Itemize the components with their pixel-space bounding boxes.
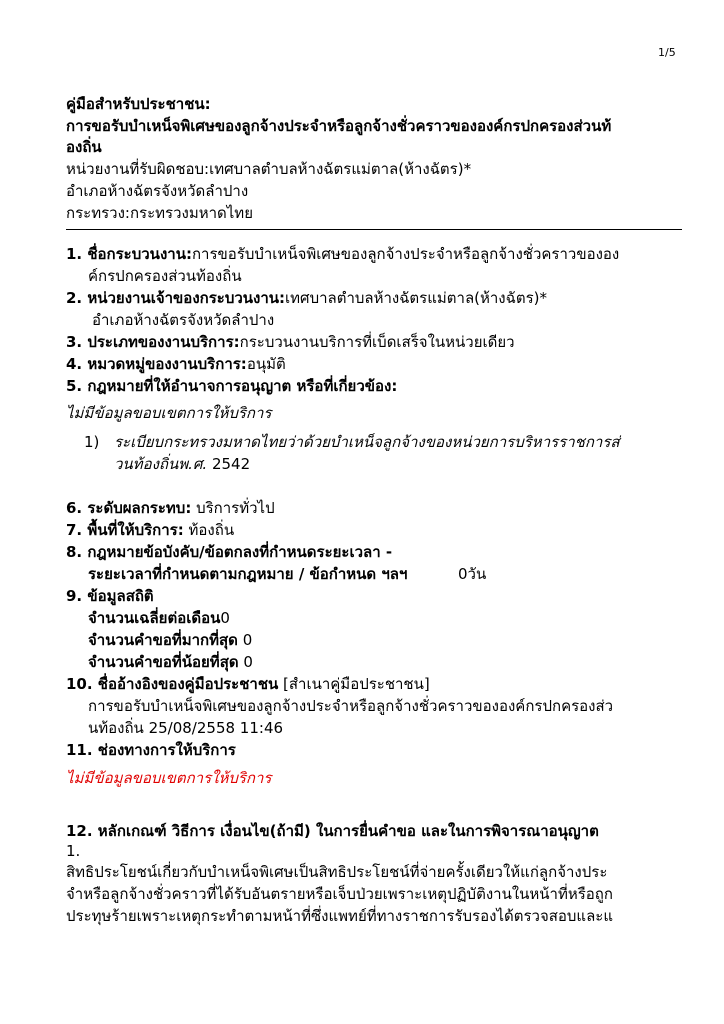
stat-min-requests [88, 651, 253, 673]
manual-title: คู่มือสำหรับประชาชน: [66, 95, 211, 113]
section-10-label: 10. ชื่ออ้างอิงของคู่มือประชาชน [66, 675, 279, 693]
section-2-label: 2. หน่วยงานเจ้าของกระบวนงาน: [66, 289, 286, 307]
stat-min-value: 0 [238, 653, 253, 671]
section-10 [66, 673, 430, 695]
law-item-number: 1) [84, 433, 100, 451]
stat-avg-value: 0 [220, 609, 230, 627]
section-7-label: 7. พื้นที่ให้บริการ: [66, 521, 184, 539]
section-10-line3: นท้องถิ่น 25/08/2558 11:46 [88, 719, 284, 737]
manual-subtitle-line2: องถิ่น [66, 138, 102, 156]
section-8-label: 8. กฎหมายข้อบังคับ/ข้อตกลงที่กำหนดระยะเวลา - [66, 543, 393, 561]
section-4-value: อนุมัติ [246, 355, 286, 373]
section-5-label: 5. กฎหมายที่ให้อำนาจการอนุญาต หรือที่เกี่ยวข้อง: [66, 377, 398, 395]
section-2 [66, 287, 547, 309]
section-3 [66, 331, 515, 353]
law-item-line2-text: วนท้องถิ่นพ.ศ. [114, 455, 208, 473]
section-6-value: บริการทั่วไป [191, 499, 275, 517]
section-8-value: 0วัน [458, 565, 487, 583]
section-10-value: [สำเนาคู่มือประชาชน] [278, 675, 430, 693]
section-12-label: 12. หลักเกณฑ์ วิธีการ เงื่อนไข(ถ้ามี) ในการยื่นคำขอ และในการพิจารณาอนุญาต [66, 822, 599, 840]
section-11-label: 11. ช่องทางการให้บริการ [66, 741, 236, 759]
section-6-label: 6. ระดับผลกระทบ: [66, 499, 192, 517]
manual-subtitle-line1: การขอรับบำเหน็จพิเศษของลูกจ้างประจำหรือลูกจ้างชั่วคราวขององค์กรปกครองส่วนท้ [66, 117, 612, 135]
section-10-line2: การขอรับบำเหน็จพิเศษของลูกจ้างประจำหรือลูกจ้างชั่วคราวขององค์กรปกครองส่ว [88, 697, 614, 715]
section-8-label-cont: ระยะเวลาที่กำหนดตามกฎหมาย / ข้อกำหนด ฯลฯ [88, 565, 408, 583]
section-7 [66, 519, 234, 541]
section-11-note: ไม่มีข้อมูลขอบเขตการให้บริการ [66, 769, 272, 787]
section-9-label: 9. ข้อมูลสถิติ [66, 587, 154, 605]
section-3-value: กระบวนงานบริการที่เบ็ดเสร็จในหน่วยเดียว [239, 333, 515, 351]
section-1-value: การขอรับบำเหน็จพิเศษของลูกจ้างประจำหรือลูกจ้างชั่วคราวขององ [191, 245, 620, 263]
stat-max-value: 0 [237, 631, 253, 649]
section-5-note: ไม่มีข้อมูลขอบเขตการให้บริการ [66, 404, 272, 422]
section-4-label: 4. หมวดหมู่ของงานบริการ: [66, 355, 247, 373]
stat-max-requests [88, 629, 252, 651]
section-3-label: 3. ประเภทของงานบริการ: [66, 333, 240, 351]
law-item-line1: ระเบียบกระทรวงมหาดไทยว่าด้วยบำเหน็จลูกจ้างของหน่วยการบริหารราชการส่ [114, 433, 620, 451]
agency-district: อำเภอห้างฉัตรจังหวัดลำปาง [66, 182, 249, 200]
section-12-number: 1. [66, 842, 81, 860]
section-7-value: ท้องถิ่น [183, 521, 235, 539]
section-1-label: 1. ชื่อกระบวนงาน: [66, 245, 192, 263]
header-divider [66, 229, 682, 230]
section-12-para-line1: สิทธิประโยชน์เกี่ยวกับบำเหน็จพิเศษเป็นสิทธิประโยชน์ที่จ่ายครั้งเดียวให้แก่ลูกจ้างประ [66, 863, 608, 881]
section-12-para-line2: จำหรือลูกจ้างชั่วคราวที่ได้รับอันตรายหรือเจ็บป่วยเพราะเหตุปฏิบัติงานในหน้าที่หรือถูก [66, 885, 613, 903]
section-12-para-line3: ประทุษร้ายเพราะเหตุกระทำตามหน้าที่ซึ่งแพทย์ที่ทางราชการรับรองได้ตรวจสอบและแ [66, 907, 614, 925]
law-item-line2 [114, 453, 250, 475]
section-6 [66, 497, 275, 519]
stat-max-label: จำนวนคำขอที่มากที่สุด [88, 631, 238, 649]
page-number: 1/5 [658, 46, 676, 59]
section-1-value-cont: ค์กรปกครองส่วนท้องถิ่น [88, 267, 242, 285]
stat-avg-label: จำนวนเฉลี่ยต่อเดือน [88, 609, 221, 627]
ministry: กระทรวง:กระทรวงมหาดไทย [66, 204, 253, 222]
section-1 [66, 243, 619, 265]
responsible-agency: หน่วยงานที่รับผิดชอบ:เทศบาลตำบลห้างฉัตรแม่ตาล(ห้างฉัตร)* [66, 160, 472, 178]
section-2-value-cont: อำเภอห้างฉัตรจังหวัดลำปาง [92, 311, 275, 329]
stat-avg-per-month [88, 607, 230, 629]
law-item-year: 2542 [207, 455, 251, 473]
section-2-value: เทศบาลตำบลห้างฉัตรแม่ตาล(ห้างฉัตร)* [285, 289, 547, 307]
section-4 [66, 353, 286, 375]
stat-min-label: จำนวนคำขอที่น้อยที่สุด [88, 653, 239, 671]
